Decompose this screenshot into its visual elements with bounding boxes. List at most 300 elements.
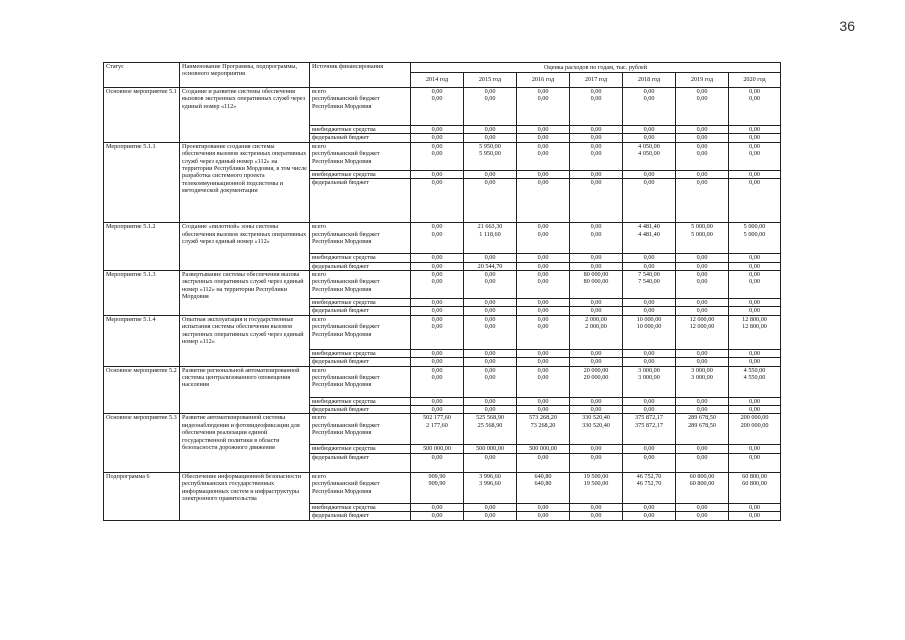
value-federal: 0,00 — [570, 406, 623, 414]
value-cell — [623, 414, 676, 445]
value-total: 573 268,20 — [529, 414, 557, 422]
value-total: 0,00 — [537, 271, 549, 279]
value-republic: 289 678,50 — [688, 421, 716, 429]
source-total: всего — [312, 223, 326, 231]
value-republic: 0,00 — [484, 95, 496, 103]
value-federal: 0,00 — [676, 453, 729, 472]
value-republic: 46 752,70 — [636, 480, 662, 488]
value-federal: 0,00 — [729, 262, 781, 270]
table-header — [104, 63, 781, 88]
value-cell — [464, 271, 517, 299]
source-extra: внебюджетные средства — [310, 349, 411, 357]
value-republic: 0,00 — [484, 374, 496, 382]
value-total: 0,00 — [431, 88, 443, 95]
value-federal: 0,00 — [729, 134, 781, 142]
value-cell — [729, 223, 781, 254]
value-extra: 0,00 — [411, 299, 464, 307]
value-republic: 3 000,00 — [638, 374, 660, 382]
source-republic: республиканский бюджет Республики Мордовия — [312, 95, 380, 110]
value-total: 5 000,00 — [691, 223, 713, 231]
value-total: 0,00 — [696, 142, 708, 150]
header-estimate: Оценка расходов по годам, тыс. рублей — [411, 63, 781, 73]
source-total: всего — [312, 88, 326, 95]
value-federal: 0,00 — [729, 512, 781, 520]
header-year: 2017 год — [570, 73, 623, 88]
value-total: 0,00 — [537, 142, 549, 150]
value-federal: 0,00 — [676, 512, 729, 520]
value-federal: 0,00 — [411, 512, 464, 520]
value-republic: 0,00 — [431, 374, 443, 382]
value-total: 0,00 — [537, 223, 549, 231]
value-total: 0,00 — [749, 271, 760, 279]
header-source: Источник финансирования — [310, 63, 411, 88]
value-total: 0,00 — [537, 88, 549, 95]
value-cell — [729, 315, 781, 349]
value-republic: 0,00 — [537, 150, 549, 158]
source-extra: внебюджетные средства — [310, 503, 411, 511]
value-extra: 500 000,00 — [464, 445, 517, 453]
value-republic: 640,80 — [534, 480, 552, 488]
value-extra: 0,00 — [729, 126, 781, 134]
value-extra: 0,00 — [676, 445, 729, 453]
value-federal: 0,00 — [570, 358, 623, 366]
value-total: 0,00 — [484, 88, 496, 95]
value-federal: 0,00 — [464, 134, 517, 142]
value-extra: 0,00 — [676, 254, 729, 262]
row-status: Мероприятие 5.1.1 — [104, 142, 180, 222]
value-extra: 500 000,00 — [411, 445, 464, 453]
header-year: 2015 год — [464, 73, 517, 88]
source-total: всего — [312, 366, 326, 374]
value-extra: 0,00 — [676, 349, 729, 357]
source-total: всего — [312, 414, 326, 422]
value-total: 3 000,00 — [691, 366, 713, 374]
value-republic: 60 800,00 — [689, 480, 715, 488]
value-total: 200 000,00 — [740, 414, 769, 422]
row-status: Подпрограмма 6 — [104, 472, 180, 520]
value-cell — [464, 142, 517, 170]
value-extra: 0,00 — [623, 397, 676, 405]
value-republic: 0,00 — [431, 95, 443, 103]
value-extra: 0,00 — [570, 349, 623, 357]
table-body — [104, 88, 781, 521]
value-republic: 25 568,90 — [477, 421, 503, 429]
source-total: всего — [312, 472, 326, 480]
table-row — [104, 142, 781, 170]
value-cell — [623, 366, 676, 397]
value-cell — [517, 414, 570, 445]
value-total: 4 550,00 — [743, 366, 766, 374]
value-extra: 0,00 — [411, 503, 464, 511]
value-federal: 0,00 — [464, 307, 517, 315]
source-federal: федеральный бюджет — [310, 512, 411, 520]
value-extra: 0,00 — [411, 349, 464, 357]
value-extra: 0,00 — [623, 503, 676, 511]
value-cell — [623, 315, 676, 349]
value-republic: 5 000,00 — [691, 230, 713, 238]
value-total: 289 678,50 — [688, 414, 716, 422]
value-federal: 0,00 — [411, 134, 464, 142]
value-cell — [729, 414, 781, 445]
row-name: Обеспечение информационной безопасности республиканских государственных информационных систем и инфраструктуры электронного правительства — [180, 472, 310, 520]
value-federal: 0,00 — [517, 512, 570, 520]
value-federal: 0,00 — [729, 307, 781, 315]
value-total: 7 540,00 — [638, 271, 660, 279]
value-extra: 0,00 — [570, 299, 623, 307]
header-year: 2019 год — [676, 73, 729, 88]
value-federal: 0,00 — [411, 307, 464, 315]
value-republic: 0,00 — [749, 150, 760, 158]
value-extra: 0,00 — [464, 349, 517, 357]
value-republic: 0,00 — [696, 150, 708, 158]
value-federal: 0,00 — [570, 179, 623, 223]
value-federal: 0,00 — [570, 512, 623, 520]
value-republic: 0,00 — [484, 323, 496, 331]
value-cell — [623, 88, 676, 126]
value-total: 0,00 — [431, 271, 443, 279]
source-republic: республиканский бюджет Республики Мордовия — [312, 480, 380, 495]
value-extra: 0,00 — [676, 397, 729, 405]
source-federal: федеральный бюджет — [310, 453, 411, 472]
value-total: 4 050,00 — [638, 142, 660, 150]
source-extra: внебюджетные средства — [310, 170, 411, 178]
value-republic: 0,00 — [749, 278, 760, 286]
value-total: 60 800,00 — [742, 472, 767, 480]
value-extra: 0,00 — [570, 445, 623, 453]
value-extra: 0,00 — [464, 503, 517, 511]
source-extra: внебюджетные средства — [310, 445, 411, 453]
row-status: Мероприятие 5.1.3 — [104, 271, 180, 316]
source-extra: внебюджетные средства — [310, 299, 411, 307]
value-extra: 0,00 — [676, 170, 729, 178]
value-republic: 20 000,00 — [583, 374, 609, 382]
value-cell — [570, 271, 623, 299]
value-federal: 0,00 — [623, 358, 676, 366]
value-cell — [411, 88, 464, 126]
value-federal: 0,00 — [623, 512, 676, 520]
source-extra: внебюджетные средства — [310, 254, 411, 262]
value-federal: 0,00 — [517, 179, 570, 223]
value-federal: 0,00 — [729, 453, 781, 472]
value-cell — [729, 366, 781, 397]
header-year: 2016 год — [517, 73, 570, 88]
value-federal: 0,00 — [570, 134, 623, 142]
value-cell — [411, 142, 464, 170]
row-status: Основное мероприятие 5.2 — [104, 366, 180, 414]
value-cell — [623, 271, 676, 299]
value-republic: 0,00 — [431, 323, 443, 331]
value-republic: 0,00 — [590, 150, 602, 158]
value-federal: 0,00 — [729, 179, 781, 223]
value-extra: 0,00 — [676, 299, 729, 307]
value-cell — [676, 271, 729, 299]
value-total: 3 000,00 — [638, 366, 660, 374]
value-cell — [570, 366, 623, 397]
value-cell — [464, 366, 517, 397]
source-federal: федеральный бюджет — [310, 179, 411, 223]
value-extra: 0,00 — [729, 349, 781, 357]
value-cell — [517, 315, 570, 349]
value-total: 12 800,00 — [742, 315, 767, 323]
source-republic: республиканский бюджет Республики Мордовия — [312, 150, 380, 165]
row-name: Развитие региональной автоматизированной системы централизованного оповещения населения — [180, 366, 310, 414]
value-federal: 0,00 — [570, 453, 623, 472]
value-total: 330 520,40 — [582, 414, 610, 422]
value-republic: 5 000,00 — [743, 230, 766, 238]
value-extra: 0,00 — [517, 299, 570, 307]
source-cell — [310, 472, 411, 503]
value-extra: 0,00 — [729, 397, 781, 405]
value-republic: 0,00 — [484, 278, 496, 286]
value-federal: 0,00 — [729, 358, 781, 366]
value-extra: 0,00 — [676, 503, 729, 511]
value-total: 60 800,00 — [689, 472, 715, 480]
source-total: всего — [312, 142, 326, 150]
value-cell — [676, 472, 729, 503]
value-federal: 0,00 — [676, 134, 729, 142]
row-name: Создание «пилотной» зоны системы обеспечения вызовов экстренных оперативных служб через единый номер «112» — [180, 223, 310, 271]
value-extra: 0,00 — [729, 170, 781, 178]
value-total: 5 950,00 — [479, 142, 501, 150]
value-total: 0,00 — [484, 315, 496, 323]
value-cell — [729, 142, 781, 170]
value-extra: 0,00 — [464, 299, 517, 307]
value-extra: 0,00 — [729, 445, 781, 453]
value-republic: 375 872,17 — [635, 421, 663, 429]
value-total: 0,00 — [696, 271, 708, 279]
value-cell — [570, 472, 623, 503]
value-federal: 0,00 — [676, 262, 729, 270]
value-federal: 0,00 — [411, 262, 464, 270]
value-federal: 0,00 — [517, 453, 570, 472]
value-federal: 0,00 — [623, 307, 676, 315]
value-cell — [623, 142, 676, 170]
value-cell — [676, 223, 729, 254]
value-republic: 330 520,40 — [582, 421, 610, 429]
value-extra: 0,00 — [517, 503, 570, 511]
value-extra: 0,00 — [570, 503, 623, 511]
value-republic: 0,00 — [537, 230, 549, 238]
value-total: 20 000,00 — [583, 366, 609, 374]
source-cell — [310, 271, 411, 299]
value-federal: 0,00 — [464, 358, 517, 366]
value-total: 0,00 — [431, 366, 443, 374]
value-cell — [464, 223, 517, 254]
value-total: 80 000,00 — [583, 271, 609, 279]
value-extra: 0,00 — [676, 126, 729, 134]
value-extra: 0,00 — [570, 397, 623, 405]
value-extra: 0,00 — [729, 503, 781, 511]
source-republic: республиканский бюджет Республики Мордовия — [312, 323, 380, 338]
value-republic: 200 000,00 — [740, 421, 769, 429]
row-status: Основное мероприятие 5.1 — [104, 88, 180, 143]
value-cell — [411, 271, 464, 299]
value-cell — [517, 142, 570, 170]
value-total: 0,00 — [590, 88, 602, 95]
value-cell — [729, 271, 781, 299]
value-total: 2 000,00 — [585, 315, 607, 323]
value-republic: 80 000,00 — [583, 278, 609, 286]
value-total: 19 500,00 — [583, 472, 609, 480]
value-cell — [464, 472, 517, 503]
value-extra: 0,00 — [464, 126, 517, 134]
value-cell — [464, 414, 517, 445]
value-federal: 0,00 — [676, 307, 729, 315]
source-cell — [310, 223, 411, 254]
value-republic: 19 500,00 — [583, 480, 609, 488]
value-extra: 0,00 — [517, 349, 570, 357]
value-total: 0,00 — [431, 142, 443, 150]
value-cell — [676, 88, 729, 126]
source-republic: республиканский бюджет Республики Мордовия — [312, 278, 380, 293]
row-name: Развертывание системы обеспечения вызова экстренных оперативных служб через единый номер «112» на территории Республики Мордовия — [180, 271, 310, 316]
value-federal: 0,00 — [411, 453, 464, 472]
value-republic: 0,00 — [431, 150, 443, 158]
value-cell — [623, 223, 676, 254]
value-republic: 10 000,00 — [636, 323, 662, 331]
value-republic: 0,00 — [749, 95, 760, 103]
value-federal: 0,00 — [464, 512, 517, 520]
value-total: 0,00 — [696, 88, 708, 95]
value-total: 0,00 — [590, 223, 602, 231]
budget-table — [103, 62, 781, 521]
value-total: 0,00 — [484, 271, 496, 279]
value-republic: 2 177,60 — [426, 421, 448, 429]
value-extra: 0,00 — [729, 299, 781, 307]
table-row — [104, 223, 781, 254]
source-total: всего — [312, 315, 326, 323]
source-federal: федеральный бюджет — [310, 262, 411, 270]
value-republic: 0,00 — [537, 374, 549, 382]
table-row — [104, 472, 781, 503]
value-cell — [411, 223, 464, 254]
value-federal: 0,00 — [517, 307, 570, 315]
source-cell — [310, 366, 411, 397]
value-republic: 0,00 — [537, 278, 549, 286]
source-cell — [310, 315, 411, 349]
value-federal: 0,00 — [676, 179, 729, 223]
value-republic: 12 000,00 — [689, 323, 715, 331]
value-total: 0,00 — [537, 315, 549, 323]
value-extra: 0,00 — [464, 397, 517, 405]
value-federal: 0,00 — [517, 406, 570, 414]
row-status: Основное мероприятие 5.3 — [104, 414, 180, 472]
value-federal: 0,00 — [623, 134, 676, 142]
value-total: 502 177,60 — [423, 414, 451, 422]
value-cell — [517, 366, 570, 397]
table-row — [104, 414, 781, 445]
value-cell — [411, 414, 464, 445]
value-federal: 0,00 — [411, 179, 464, 223]
value-extra: 0,00 — [623, 254, 676, 262]
value-cell — [676, 414, 729, 445]
row-status: Мероприятие 5.1.4 — [104, 315, 180, 366]
value-republic: 0,00 — [643, 95, 655, 103]
source-federal: федеральный бюджет — [310, 406, 411, 414]
value-federal: 0,00 — [464, 179, 517, 223]
value-republic: 73 268,20 — [530, 421, 556, 429]
value-cell — [517, 271, 570, 299]
table-row — [104, 315, 781, 349]
value-extra: 0,00 — [517, 254, 570, 262]
value-cell — [570, 223, 623, 254]
value-republic: 4 050,00 — [638, 150, 660, 158]
value-cell — [517, 88, 570, 126]
source-federal: федеральный бюджет — [310, 134, 411, 142]
value-total: 375 872,17 — [635, 414, 663, 422]
value-total: 525 568,90 — [476, 414, 504, 422]
value-federal: 0,00 — [676, 358, 729, 366]
row-name: Развитие автоматизированной системы видеонаблюдения и фотовидеофиксации для обеспечения реализации единой государственной политики в области безопасности дорожного движения — [180, 414, 310, 472]
source-cell — [310, 88, 411, 126]
value-extra: 0,00 — [464, 170, 517, 178]
value-cell — [517, 472, 570, 503]
value-republic: 3 996,60 — [479, 480, 501, 488]
value-republic: 0,00 — [431, 278, 443, 286]
value-republic: 5 950,00 — [479, 150, 501, 158]
source-extra: внебюджетные средства — [310, 126, 411, 134]
value-total: 0,00 — [431, 315, 443, 323]
value-federal: 0,00 — [729, 406, 781, 414]
source-republic: республиканский бюджет Республики Мордовия — [312, 374, 380, 389]
value-extra: 0,00 — [411, 170, 464, 178]
header-year: 2020 год — [729, 73, 781, 88]
value-cell — [411, 315, 464, 349]
value-extra: 0,00 — [411, 254, 464, 262]
value-total: 21 663,30 — [477, 223, 503, 231]
source-cell — [310, 142, 411, 170]
value-cell — [676, 315, 729, 349]
value-republic: 0,00 — [590, 95, 602, 103]
page-number: 36 — [839, 18, 855, 34]
value-extra: 0,00 — [411, 126, 464, 134]
value-federal: 0,00 — [623, 406, 676, 414]
value-republic: 0,00 — [590, 230, 602, 238]
value-republic: 12 800,00 — [742, 323, 767, 331]
value-cell — [570, 315, 623, 349]
value-republic: 0,00 — [537, 95, 549, 103]
value-extra: 500 000,00 — [517, 445, 570, 453]
value-extra: 0,00 — [464, 254, 517, 262]
value-republic: 0,00 — [696, 95, 708, 103]
source-republic: республиканский бюджет Республики Мордовия — [312, 230, 380, 246]
source-extra: внебюджетные средства — [310, 397, 411, 405]
value-republic: 909,90 — [428, 480, 446, 488]
value-extra: 0,00 — [570, 126, 623, 134]
value-republic: 7 540,00 — [638, 278, 660, 286]
value-federal: 0,00 — [623, 179, 676, 223]
value-total: 0,00 — [643, 88, 655, 95]
value-extra: 0,00 — [517, 170, 570, 178]
header-name: Наименование Программы, подпрограммы, основного мероприятия — [180, 63, 310, 88]
source-total: всего — [312, 271, 326, 279]
value-cell — [729, 88, 781, 126]
value-cell — [570, 414, 623, 445]
value-total: 5 000,00 — [743, 223, 766, 231]
value-cell — [729, 472, 781, 503]
value-republic: 0,00 — [537, 323, 549, 331]
value-republic: 4 481,40 — [638, 230, 660, 238]
value-extra: 0,00 — [517, 126, 570, 134]
value-extra: 0,00 — [570, 170, 623, 178]
value-federal: 0,00 — [676, 406, 729, 414]
source-federal: федеральный бюджет — [310, 307, 411, 315]
value-federal: 0,00 — [517, 358, 570, 366]
value-total: 4 481,40 — [638, 223, 660, 231]
header-year: 2018 год — [623, 73, 676, 88]
header-status: Статус — [104, 63, 180, 88]
value-extra: 0,00 — [623, 445, 676, 453]
